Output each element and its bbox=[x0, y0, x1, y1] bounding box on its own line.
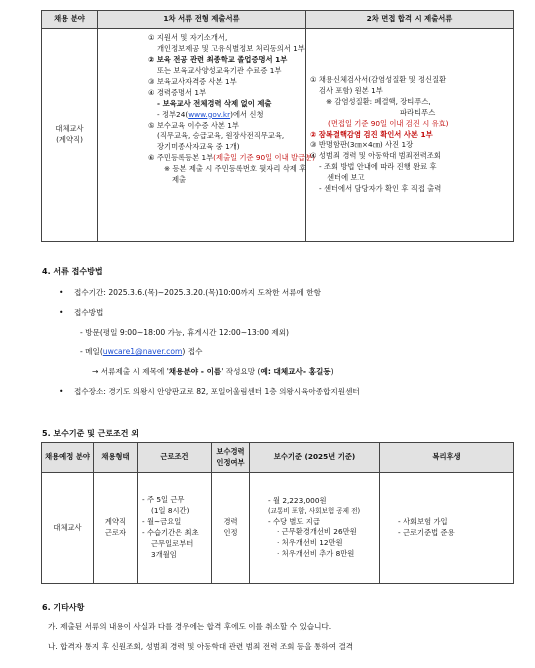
doc-item: ※ 감염성질환: 폐결핵, 장티푸스, bbox=[326, 96, 431, 106]
header-first-round: 1차 서류 전형 제출서류 bbox=[98, 11, 306, 29]
doc-note-red: (제출일 기준 90일 이내 발급분) bbox=[213, 153, 315, 163]
header-welfare: 복리후생 bbox=[380, 443, 514, 473]
email-link[interactable]: uwcare1@naver.com bbox=[102, 347, 183, 356]
career-line: 경력 bbox=[223, 517, 238, 527]
doc-item: - 센터에서 담당자가 확인 후 직접 출력 bbox=[319, 184, 442, 194]
pay-conditions-table bbox=[41, 442, 514, 584]
condition-line: - 월~금요일 bbox=[142, 517, 182, 527]
pay-cell bbox=[250, 473, 380, 584]
doc-text: ⑥ 주민등록등본 1부 bbox=[148, 153, 214, 163]
email-text: ) 접수 bbox=[182, 347, 203, 356]
conditions-cell bbox=[138, 473, 212, 584]
email-text: - 메일( bbox=[80, 347, 103, 356]
subject-text: ' 작성요망 ( bbox=[221, 367, 261, 376]
pay-line: · 처우개선비 추가 8만원 bbox=[277, 549, 355, 559]
condition-line: 3개월임 bbox=[151, 549, 177, 559]
header-career: 보수경력 인정여부 bbox=[212, 443, 250, 473]
doc-item: ③ 보육교사자격증 사본 1부 bbox=[148, 76, 237, 86]
condition-line: (1일 8시간) bbox=[151, 506, 190, 516]
header-second-round: 2차 면접 합격 시 제출서류 bbox=[306, 11, 514, 29]
pay-line: (교통비 포함, 사회보험 공제 전) bbox=[268, 506, 361, 515]
document-requirements-table bbox=[41, 10, 514, 242]
second-round-docs bbox=[306, 29, 514, 242]
doc-item: ④ 경력증명서 1부 bbox=[148, 87, 207, 97]
table-header-row bbox=[42, 443, 514, 473]
doc-item: ③ 반명함판(3㎝×4㎝) 사진 1장 bbox=[310, 140, 414, 150]
doc-item: 검사 포함) 원본 1부 bbox=[319, 85, 383, 95]
doc-item: - 보육교사 전체경력 삭제 없이 제출 bbox=[157, 98, 272, 108]
header-type: 채용형태 bbox=[94, 443, 138, 473]
subject-instruction bbox=[92, 366, 334, 377]
doc-item bbox=[148, 153, 315, 164]
welfare-cell bbox=[380, 473, 514, 584]
doc-item: ⑤ 보수교육 이수증 사본 1부 bbox=[148, 120, 239, 130]
email-info bbox=[80, 346, 202, 357]
condition-line: - 수습기간은 최초 bbox=[142, 528, 199, 537]
table-row bbox=[42, 473, 514, 584]
type-line: 근로자 bbox=[104, 528, 127, 537]
section-4-heading: 4. 서류 접수방법 bbox=[42, 267, 103, 276]
welfare-line: - 근로기준법 준용 bbox=[398, 528, 455, 537]
doc-item: 또는 보육교사양성교육기관 수료증 1부 bbox=[157, 65, 282, 75]
doc-item: ② 보육 전공 관련 최종학교 졸업증명서 1부 bbox=[148, 54, 288, 64]
receipt-place: • 접수장소: 경기도 의왕시 안양판교로 82, 포일어울림센터 1층 의왕시육아종합지원센터 bbox=[74, 386, 360, 397]
header-field: 채용예정 분야 bbox=[42, 443, 94, 473]
doc-item: ① 지원서 및 자기소개서, bbox=[148, 33, 228, 42]
doc-item: ※ 등본 제출 시 주민등록번호 뒷자리 삭제 후 bbox=[164, 164, 307, 174]
first-round-docs bbox=[98, 29, 315, 242]
doc-item: ① 채용신체검사서(감염성질환 및 정신질환 bbox=[310, 74, 447, 84]
visit-info: - 방문(평일 9:00~18:00 가능, 휴게시간 12:00~13:00 제외) bbox=[80, 328, 290, 337]
doc-item: - 조회 방법 안내에 따라 진행 완료 후 bbox=[319, 162, 437, 172]
doc-text: - 정부24( bbox=[157, 109, 189, 119]
doc-item bbox=[148, 110, 301, 121]
condition-line: 근무일로부터 bbox=[151, 538, 194, 548]
subject-example: 예: 대체교사- 홍길동 bbox=[260, 367, 331, 376]
pay-line: · 처우개선비 12만원 bbox=[277, 538, 343, 548]
header-field: 채용 분야 bbox=[42, 11, 98, 29]
pay-line: · 근무환경개선비 26만원 bbox=[277, 527, 357, 537]
subject-text: → 서류제출 시 제목에 ' bbox=[92, 367, 169, 376]
gov-link[interactable]: www.gov.kr bbox=[188, 109, 231, 119]
note-ga: 가. 제출된 서류의 내용이 사실과 다를 경우에는 합격 후에도 이를 취소할 수 있습니다. bbox=[48, 622, 332, 631]
field-name: 대체교사 bbox=[55, 124, 84, 134]
doc-text: )에서 신청 bbox=[230, 109, 264, 119]
doc-item: ② 잠복결핵감염 검진 확인서 사본 1부 bbox=[310, 129, 433, 139]
doc-item: 개인정보제공 및 고유식별정보 처리동의서 1부 bbox=[157, 43, 305, 53]
doc-item: 제출 bbox=[172, 175, 187, 185]
field-cell bbox=[42, 29, 98, 242]
doc-item: ④ 성범죄 경력 및 아동학대 범죄전력조회 bbox=[310, 151, 441, 161]
table-row bbox=[42, 29, 514, 242]
receipt-method: • 접수방법 bbox=[74, 307, 103, 318]
condition-line: - 주 5일 근무 bbox=[142, 495, 185, 505]
receipt-period: • 접수기간: 2025.3.6.(목)~2025.3.20.(목)10:00까지 도착한 서류에 한함 bbox=[74, 287, 321, 298]
field-cell: 대체교사 bbox=[42, 473, 94, 584]
doc-item: (면접일 기준 90일 이내 검진 시 유효) bbox=[328, 118, 449, 128]
career-line: 인정 bbox=[223, 528, 238, 537]
header-pay: 보수기준 (2025년 기준) bbox=[250, 443, 380, 473]
doc-item: 파라티푸스 bbox=[400, 107, 436, 117]
pay-line: - 수당 별도 지급 bbox=[268, 516, 320, 526]
career-cell bbox=[212, 473, 250, 584]
doc-item: 장기미종사자교육 중 1개) bbox=[157, 142, 240, 152]
section-6-heading: 6. 기타사항 bbox=[42, 603, 85, 612]
doc-item: 센터에 보고 bbox=[327, 173, 365, 183]
subject-format: 채용분야 - 이름 bbox=[168, 367, 222, 376]
pay-line: - 월 2,223,000원 bbox=[268, 495, 327, 505]
welfare-line: - 사회보험 가입 bbox=[398, 517, 448, 527]
subject-text: ) bbox=[330, 367, 334, 376]
doc-item: (직무교육, 승급교육, 원장사전직무교육, bbox=[157, 131, 285, 141]
type-line: 계약직 bbox=[104, 517, 127, 527]
table-header-row bbox=[42, 11, 514, 29]
type-cell bbox=[94, 473, 138, 584]
header-conditions: 근로조건 bbox=[138, 443, 212, 473]
section-5-heading: 5. 보수기준 및 근로조건 외 bbox=[42, 429, 140, 438]
field-type: (계약직) bbox=[56, 135, 83, 144]
note-na: 나. 합격자 통지 후 신원조회, 성범죄 경력 및 아동학대 관련 범죄 전력 조회 등을 통하여 결격 bbox=[48, 642, 354, 651]
